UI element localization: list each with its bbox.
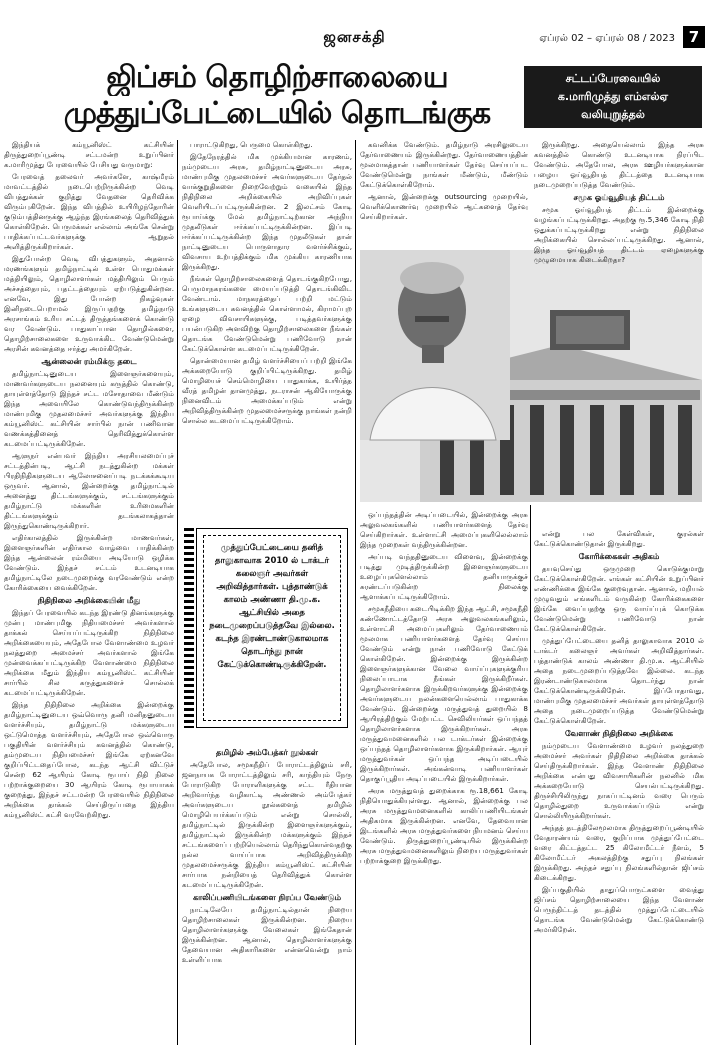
paragraph: இந்தப் பேரவையில் கடந்த இரண்டு தினங்களுக்கு முன்பு மாண்புமிகு நிதியமைச்சர் அவர்களால் தாக்கல் செய்யப்பட்டிருக்கிற நிதிநிலை அறிக்கையையும், அதேபோல வேளாண்மை உழவர் நலத்துறை அமைச்சர் அவர்களால் இங்கே முன்வைக்கப்பட்டிருக்கிற வேளாண்மை நிதிநிலை அறிக்கை மீதும் இந்திய கம்யூனிஸ்ட் கட்சியின் சார்பில் சில கருத்துகளைச் சொல்லக் கடமைப்பட்டிருக்கிறேன். [4, 608, 174, 697]
subheading: நிதிநிலை அறிக்கையின் மீது [37, 596, 141, 605]
paragraph: நம்முடைய வேளாண்மை உழவர் நலத்துறை அமைச்சர் அவர்கள் நிதிநிலை அறிக்கை தாக்கல் செய்திருக்கிறார்கள். இந்த வேளாண் நிதிநிலை அறிக்கை என்பது விவசாயிகளின் நலனில் மிக அக்கறையோடு செயல்பட்டிருக்கிறது. திருச்சியிலிருந்து நாகப்பட்டினம் வரை பெரும் தொழில்துறை உருவாக்கப்படும் என்று சொல்லியிருக்கிறார்கள். [534, 741, 704, 820]
paragraph: ஒப்பந்தத்தின் அடிப்படையில், இன்றைக்கு அரசு அலுவலகங்களில் பணியாளர்களைத் தேர்வு செய்கிறார்கள். உள்ளாட்சி அமைப்புகளிலெல்லாம் இந்த முறைகள் வந்திருக்கின்றன. [360, 510, 528, 549]
headline-line-2: முத்துப்பேட்டையில் தொடங்குக [63, 96, 491, 131]
article-column-2 [182, 140, 352, 520]
paragraph: ஆனால், இன்றைக்கு outsourcing முறையில், வெளிக்கொணர்வு முறையில் ஆட்களைத் தேர்வு செய்கிறார்கள். [360, 192, 528, 221]
paragraph: தமிழ்நாட்டினுடைய இளைஞர்களையும், மாணவர்களுடைய நலனையும் கருத்தில் கொண்டு, தாயுள்ளத்தோடு இந்தச் சட்ட மசோதாவை மீண்டும் இந்த அவையிலே கொண்டுவந்திருக்கின்ற மாண்புமிகு முதலமைச்சர் அவர்களுக்கு இந்திய கம்யூனிஸ்ட் கட்சியின் சார்பில் நான் பணிவான வணக்கத்தினைத் தெரிவித்துக்கொள்ள கடமைப்பட்டிருக்கிறேன். [4, 369, 174, 448]
article-column-2-continued [182, 745, 352, 1045]
subheading: ஆன்லைன் ரம்மிக்கு தடை [41, 357, 137, 366]
paragraph: அதேபோல, சமூகநீதிப் போராட்டத்திலும் சரி, ஜனநாயக போராட்டத்திலும் சரி, காந்தியும் நேரு போராடுகிற போராளிகளுக்கு சட்ட ரீதியான அறிவார்ந்த வழிகாட்டி அண்ணல் அம்பேத்கர் அவர்களுடைய நூல்களைத் தமிழில் மொழிபெயர்க்கப்படும் என்று சொல்லி, தமிழ்நாட்டில் இருக்கின்ற இளைஞர்களுக்கும், தமிழ்நாட்டில் இருக்கின்ற மக்களுக்கும் இந்தச் சட்டங்களைப் பற்றியெல்லாம் தெரிந்துகொள்வதற்கு நல்ல வாய்ப்பாக அறிவித்திருக்கிற முதலமைச்சருக்கு இந்திய கம்யூனிஸ்ட் கட்சியின் சார்பாக நன்றியைத் தெரிவித்துக் கொள்ள கடமைப்பட்டிருக்கிறேன். [182, 760, 352, 889]
main-headline [42, 60, 512, 132]
paragraph: அரசு மருத்துவத் துறைக்காக ரூ.18,661 கோடி நிதியொதுக்கியுள்ளது. ஆனால், இன்றைக்கு பல அரசு மருத்துவமனைகளில் காலிப்பணியிடங்கள் அதிகமாக இருக்கின்றன. எனவே, தேவையான இடங்களில் அரசு மருத்துவர்களை நியமனம் செய்ய வேண்டும். திருத்துறைப்பூண்டியில் இருக்கின்ற அரசு மருத்துவமனைகளிலும் நிறைய மருத்துவர்கள் பற்றாக்குறை இருக்கிறது. [360, 786, 528, 865]
byline-line-1: சட்டப்பேரவையில் [565, 72, 661, 85]
paragraph: தயவுசெய்து ஒருமுறை கொடுக்குமாறு கேட்டுக்கொள்கிறேன். எங்கள் கட்சியின் உறுப்பினர் எண்ணிக்கை இங்கே குறைவுதான். ஆனால், மறியல் முழுவதும் எங்களிடம் வருகின்ற கோரிக்கைகளை இங்கே வைப்பதற்கு ஒரு வாய்ப்புக் கொடுக்க வேண்டுமென்று பணிவோடு நான் கேட்டுக்கொள்கிறேன். [534, 564, 704, 633]
newspaper-name: ஜனசக்தி [323, 28, 386, 46]
paragraph: இந்த நிதிநிலை அறிக்கை இன்றைக்கு தமிழ்நாட்டினுடைய ஒவ்வொரு தனி மனிதனுடைய வளர்ச்சியும், தமிழ்நாட்டு மக்களுடைய ஒட்டுமொத்த வளர்ச்சியும், அதேபோல ஒவ்வொரு பகுதியின் வளர்ச்சியும் கவனத்தில் கொண்டு, தம்முடைய நிதியமைச்சர் இங்கே ஏற்கனவே குறிப்பிட்டதைப்போல, கடந்த ஆட்சி விட்டுச் சென்ற 62 ஆயிரம் கோடி ரூபாய் நிதி நிலை பற்றாக்குறையை 30 ஆயிரம் கோடி ரூபாயாகக் குறைத்து, இந்தச் சட்டமன்ற பேரவையில் நிதிநிலை அறிக்கை தாக்கல் செய்திருப்பதை இந்திய கம்யூனிஸ்ட் கட்சி வரவேற்கிறது. [4, 700, 174, 819]
paragraph: இதுபோன்ற வெடி விபத்துகளும், அதனால் மரணங்களும் தமிழ்நாட்டில் உள்ள பொதுமக்கள் மத்தியிலும், தொழிலாளர்கள் மத்தியிலும் பெரும் அச்சத்தையும், பதட்டத்தையும் ஏற்படுத்துகின்றன. எனவே, இது போன்ற நிகழ்வுகள் இனிநடைபெறாமல் இருப்பதற்கு தமிழ்நாடு அரசாங்கம் உரிய சட்டத் திருத்தங்களைக் கொண்டு வர வேண்டும். பாதுகாப்பான தொழில்களை, தொழிற்சாலைகளை உருவாக்கிட வேண்டுமென்று அரசின் கவனத்தை ஈர்த்து அமர்கிறேன். [4, 254, 174, 353]
article-column-3-continued [360, 510, 528, 1045]
column-rule [177, 140, 178, 1045]
column-rule [530, 505, 531, 1045]
issue-date: ஏப்ரல் 02 – ஏப்ரல் 08 / 2023 [539, 33, 675, 44]
paragraph: கவனிக்க வேண்டும். தமிழ்நாடு அரசிலுடைய தேர்வாணையம் இருக்கின்றது. தேர்வாணையத்தின் மூலமாகத்தான் பணியாளர்கள் தேர்வு செய்யப்பட வேண்டுமென்று நாங்கள் மீண்டும், மீண்டும் கேட்டுக்கொள்கிறோம். [360, 140, 528, 189]
pull-quote-box [196, 528, 348, 728]
byline-box [524, 66, 702, 128]
subheading: சமூக ஓய்வூதியத் திட்டம் [573, 193, 665, 202]
paragraph: இதேநேரத்தில் மிக முக்கியமான காரணம், நம்முடைய அரசு, தமிழ்நாட்டினுடைய அரசு, மாண்புமிகு முதலமைச்சர் அவர்களுடைய தேர்தல் வாக்குறுதிகளை நிறைவேற்றும் வகையில் இந்த நிதிநிலை அறிக்கையில் அறிவிப்புகள் வெளியிடப்பட்டிருக்கின்றன. 2 இலட்சம் கோடி ரூபாய்க்கு மேல் தமிழ்நாட்டிற்கான அந்நிய முதலீடுகள் ஈர்க்கப்பட்டிருக்கின்றன. இப்படி ஈர்க்கப்பட்டிருக்கின்ற இந்த முதலீடுகள் தான் நாட்டினுடைய பொருளாதார வளர்ச்சிக்கும், விவசாய உற்பத்திக்கும் மிக முக்கிய காரணியாக இருக்கிறது. [182, 152, 352, 271]
paragraph: பேரவைத் தலைவர் அவர்களே, காஷ்மீரம் மாவட்டத்தில் நடைபெற்றிருக்கின்ற வெடி விபத்துக்கள் குறித்து வேதனை தெரிவிக்க விரும்புகிறேன். இந்த விபத்தில் உயிரிழந்தோரின் குடும்பத்தினருக்கு ஆழ்ந்த இரங்கலைத் தெரிவித்துக் கொள்கிறேன். பெருமக்கள் எல்லாம் அங்கே சென்று பாதிக்கப்பட்டவர்களுக்கு ஆறுதல் அளித்திருக்கிறார்கள். [4, 172, 174, 251]
paragraph: நாட்டிலேயே தமிழ்நாட்டில்தான் நிறைய தொழிற்சாலைகள் இருக்கின்றன. நிறைய தொழிலாளர்களுக்கு வேலைகள் இங்கேதான் இருக்கின்றன. ஆனால், தொழிலாளர்களுக்கு தேவையான அதிகாரிகளை என்னவென்று நாம் உள்ளிப்பாக [182, 905, 352, 964]
subheading: கோரிக்கைகள் அதிகம் [578, 552, 660, 561]
headline-line-1: ஜிப்சம் தொழிற்சாலையை [106, 60, 448, 95]
column-rule [355, 140, 356, 1045]
page-number: 7 [683, 26, 705, 48]
photo-spacer [534, 267, 704, 529]
paragraph: என்று பல கேள்விகள், குரல்கள் கேட்டுக்கொண்டுதான் இருக்கிறது. [534, 529, 704, 548]
byline-line-3: வலியுறுத்தல் [581, 108, 645, 121]
byline-line-2: க.மாரிமுத்து எம்எல்ஏ [557, 90, 669, 103]
paragraph: நீங்கள் தொழிற்சாலைகளைத் தொடங்குகிறபோது, பெருமாநகரங்களை மையப்படுத்தி தொடங்கிவிட வேண்டாம். மாநகரத்தைப் பற்றி மட்டும் உங்களுடைய கவனத்தில் கொள்ளாமல், கிராமப்புற ஏழை விவசாயிகளுக்கு, படித்தவர்களுக்கு பயன்படுகிற அளவிற்கு தொழிற்சாலைகளை நீங்கள் தொடங்க வேண்டுமென்று பணிவோடு நான் கேட்டுக்கொள்ள கடமைப்பட்டிருக்கிறேன். [182, 274, 352, 353]
paragraph: அந்தத் தடத்திலேமூலமாக திருத்துறைப்பூண்டியில் வேதாரண்யம் வரை, குறிப்பாக முத்துப்பேட்டை வரை கிட்டத்தட்ட 25 கிலோமீட்டர் நீளம், 5 கிலோமீட்டர் அகலத்திற்கு சதுப்பு நிலங்கள் இருக்கிறது. அந்தச் சதுப்பு நிலங்களில்தான் ஜிப்சம் கிடைக்கிறது. [534, 823, 704, 882]
subheading: காலிப்பணியிடங்களை நிரப்ப வேண்டும் [192, 893, 342, 902]
paragraph: சமூக ஓய்வூதியத் திட்டம் இன்றைக்கு வழங்கப்பட்டிருக்கிறது. அதற்கு ரூ.5,346 கோடி நிதி ஒதுக்கப்பட்டிருக்கிறது என்று நிதிநிலை அறிக்கையில் சொல்லப்பட்டிருக்கிறது. ஆனால், இந்த ஓய்வூதியத் திட்டம் ஏழைகளுக்கு முழுமையாக கிடைக்கிறதா? [534, 205, 704, 264]
paragraph: இருக்கிறது. அதையெல்லாம் இந்த அரசு கவனத்தில் கொண்டு உடனடியாக நிரப்பிட வேண்டும். அதேபோல, அரசு ஊழியர்களுக்கான பழைய ஓய்வூதியத் திட்டத்தை உடனடியாக நடைமுறைப்படுத்த வேண்டும். [534, 140, 704, 189]
article-column-1 [4, 140, 174, 1045]
subheading: வேளாண் நிதிநிலை அறிக்கை [564, 729, 674, 738]
paragraph: முத்துப்பேட்டையை தனித் தாலுகாவாக 2010 ல் டாக்டர் கலைஞர் அவர்கள் அறிவித்தார்கள். பத்தாண்டுக் காலம் அண்ணா தி.மு.க. ஆட்சியில் அதை நடைமுறைப்படுத்தவே இல்லை. கடந்த இரண்டாண்டுகாலமாக தொடர்ந்து நான் கேட்டுக்கொண்டிருக்கிறேன். இப்போதாவது, மாண்புமிகு முதலமைச்சர் அவர்கள் தாயுள்ளத்தோடு அதை நடைமுறைப்படுத்த வேண்டுமென்று கேட்டுக்கொள்கிறேன். [534, 636, 704, 725]
paragraph: இந்தியக் கம்யூனிஸ்ட் கட்சியின் திருத்துறைப்பூண்டி சட்டமன்ற உறுப்பினர் க.மாரிமுத்து பேரவையில் பேசியது வருமாறு: [4, 140, 174, 169]
article-column-4 [534, 140, 704, 1045]
paragraph: சமூகநீதியை கடைபிடிக்கிற இந்த ஆட்சி, சமூகநீதி கண்ணோட்டத்தோடு அரசு அலுவலகங்களிலும், உள்ளாட்சி அமைப்புகளிலும் தேர்வாணையம் மூலமாக பணியாளர்களைத் தேர்வு செய்ய வேண்டும் என்று நான் பணிவோடு கேட்டுக் கொள்கிறேன். இன்றைக்கு இருக்கின்ற இளைஞர்களுக்கான வேலை வாய்ப்புகளுக்குரிய நிலைப்பாடாக நீங்கள் இருக்கிறீர்கள். தொழிலாளர்களாக இருக்கிறவர்களுக்கு இன்றைக்கு அவர்களுடைய நலன்களையெல்லாம் பாதுகாக்க வேண்டும். இன்றைக்கு மருத்துவத் துறையில் 8 ஆயிரத்திற்கும் மேற்பட்ட செவிலியர்கள் ஒப்பந்தத் தொழிலாளர்களாக இருக்கிறார்கள். அரசு மருத்துவமனைகளில் பல டாக்டர்கள் இன்றைக்கு ஒப்பந்தத் தொழிலாளர்களாக இருக்கிறார்கள். ஆயுர் மருத்துவர்கள் ஒப்பந்த அடிப்படையில் இருக்கிறார்கள். அங்கன்வாடி பணியாளர்கள் தொகுப்பூதிய அடிப்படையில் இருக்கிறார்கள். [360, 604, 528, 783]
pull-quote-text: முத்துப்பேட்டையை தனித் தாலுகாவாக 2010 ல் டாக்டர் கலைஞர் அவர்கள் அறிவித்தார்கள். புத்தாண்டுக் காலம் அண்ணா தி.மு.க. ஆட்சியில் அதை நடைமுறைப்படுத்தவே இல்லை. கடந்த இரண்டாண்டுகாலமாக தொடர்ந்து நான் கேட்டுக்கொண்டிருக்கிறேன். [203, 535, 341, 721]
page-header [0, 0, 709, 56]
paragraph: இப்பகுதியில் தாதுப்பொருட்களை வைத்து ஜிப்சம் தொழிற்சாலையை இந்த வேளாண் பெருந்திட்டத் தடத்தில் முத்துப்பேட்டையில் தொடங்க வேண்டுமென்று கேட்டுக்கொண்டு அமர்கிறேன். [534, 885, 704, 934]
paragraph: அப்படி வந்ததினுடைய விளைவு, இன்றைக்கு படித்து முடித்திருக்கின்ற இளைஞர்களுடைய உழைப்புகளெல்லாம் தனியாருக்குச் சுரண்டப்படுகின்ற நிலைக்கு ஆளாக்கப்பட்டிருக்கிறோம். [360, 552, 528, 601]
quote-decoration [184, 528, 194, 728]
paragraph: தொன்மையான தமிழ் வளர்ச்சியைப் பற்றி இங்கே அக்கறையோடு குறிப்பிட்டிருக்கிறது. தமிழ் மொழியைச் செம்மொழியை பாதுகாக்க, உயிர்த்த வீரத் தமிழன் தானமுத்து, நடராசன் ஆகியோருக்கு நினைவிடம் அமைக்கப்படும் என்று அறிவித்திருக்கின்ற முதலமைச்சருக்கு நாங்கள் நன்றி சொல்ல கடமைப்பட்டிருக்கிறோம். [182, 356, 352, 425]
subheading: தமிழில் அம்பேத்கர் நூல்கள் [215, 748, 318, 757]
paragraph: பாராட்டுகிறது, பெருமை கொள்கிறது. [190, 140, 313, 149]
article-column-3 [360, 140, 528, 250]
paragraph: ஆளுநர் என்பவர் இந்திய அரசியலமைப்புச் சட்டத்தின்படி, ஆட்சி நடத்துகின்ற மக்கள் பிரதிநிதிகளுடைய ஆலோசனைப்படி நடக்கக்கூடிய ஒருவர். ஆனால், இன்றைக்கு தமிழ்நாட்டில் அனைத்து திட்டங்களுக்கும், சட்டங்களுக்கும் தமிழ்நாட்டு மக்களின் உரிமைகளின் திட்டங்களுக்கும் தடங்கலாகத்தான் இருந்துகொண்டிருக்கிறார். [4, 451, 174, 530]
paragraph: எதிர்காலத்தில் இருக்கின்ற மாணவர்கள், இளைஞர்களின் எதிர்கால வாழ்வை பாதிக்கின்ற இந்த ஆன்லைன் ரம்மியை அடியோடு ஒழிக்க வேண்டும். இந்தச் சட்டம் உடனடியாக தமிழ்நாட்டிலே நடைமுறைக்கு வரவேண்டும் என்ற கோரிக்கையை வைக்கிறேன். [4, 533, 174, 592]
